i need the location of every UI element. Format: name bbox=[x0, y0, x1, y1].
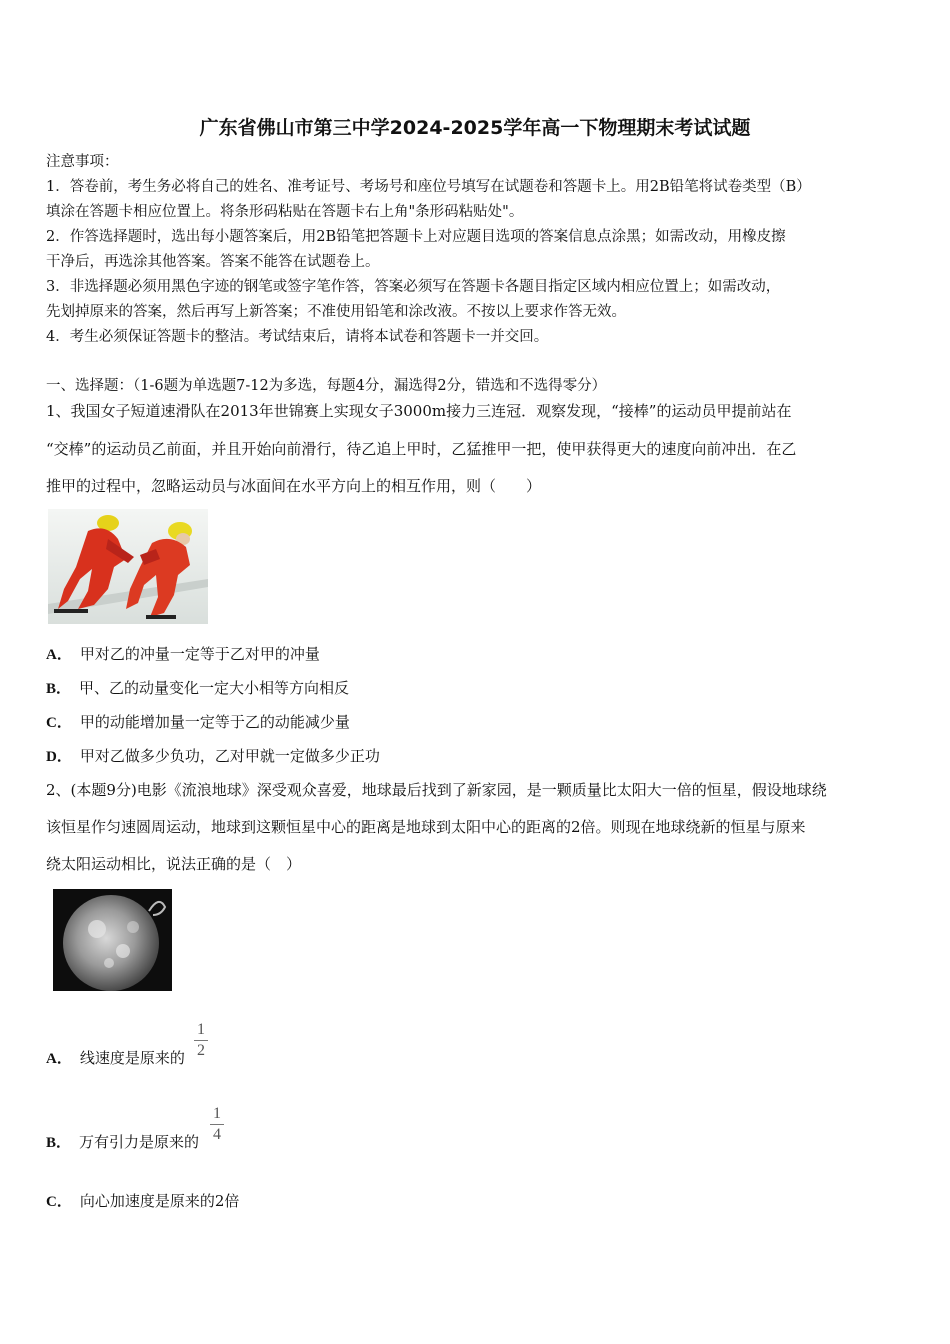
q2-option-a bbox=[46, 1047, 185, 1068]
notice-line: 1．答卷前，考生务必将自己的姓名、准考证号、考场号和座位号填写在试题卷和答题卡上。用2B铅笔将试卷类型（B） bbox=[46, 179, 811, 195]
option-text: 甲对乙做多少负功，乙对甲就一定做多少正功 bbox=[79, 747, 380, 765]
fraction-numerator: 1 bbox=[197, 1021, 205, 1038]
q1-option-a bbox=[46, 643, 320, 664]
option-text: 甲的动能增加量一定等于乙的动能减少量 bbox=[79, 713, 350, 731]
fraction-bar bbox=[210, 1124, 224, 1125]
notice-line: 4．考生必须保证答题卡的整洁。考试结束后，请将本试卷和答题卡一并交回。 bbox=[46, 329, 549, 345]
notice-line: 干净后，再选涂其他答案。答案不能答在试题卷上。 bbox=[46, 254, 380, 270]
option-letter: B． bbox=[46, 1135, 72, 1151]
notice-line: 3．非选择题必须用黑色字迹的钢笔或签字笔作答，答案必须写在答题卡各题目指定区域内相应位置上；如需改动， bbox=[46, 279, 781, 295]
option-letter: D． bbox=[46, 749, 72, 765]
option-text: 线速度是原来的 bbox=[79, 1049, 185, 1067]
option-letter: C． bbox=[46, 715, 72, 731]
notice-line: 2．作答选择题时，选出每小题答案后，用2B铅笔把答题卡上对应题目选项的答案信息点涂黑；如需改动，用橡皮擦 bbox=[46, 229, 786, 245]
notice-line: 先划掉原来的答案，然后再写上新答案；不准使用铅笔和涂改液。不按以上要求作答无效。 bbox=[46, 304, 626, 320]
section-heading: 一、选择题：（1-6题为单选题7-12为多选，每题4分，漏选得2分，错选和不选得零分） bbox=[46, 378, 607, 394]
fraction-denominator: 4 bbox=[213, 1126, 221, 1143]
sun-image bbox=[53, 889, 172, 991]
q1-option-d bbox=[46, 745, 380, 766]
q1-stem-line: “交棒”的运动员乙前面，并且开始向前滑行，待乙追上甲时，乙猛推甲一把，使甲获得更大的速度向前冲出．在乙 bbox=[46, 440, 797, 458]
q2-stem-line: 该恒星作匀速圆周运动，地球到这颗恒星中心的距离是地球到太阳中心的距离的2倍。则现在地球绕新的恒星与原来 bbox=[46, 818, 806, 836]
fraction-numerator: 1 bbox=[213, 1105, 221, 1122]
fraction-one-half bbox=[194, 1021, 208, 1060]
q2-stem-line: 绕太阳运动相比，说法正确的是（ ） bbox=[46, 855, 302, 873]
q1-option-b bbox=[46, 677, 349, 698]
option-text: 甲对乙的冲量一定等于乙对甲的冲量 bbox=[79, 645, 320, 663]
skaters-image bbox=[48, 509, 208, 624]
fraction-denominator: 2 bbox=[197, 1042, 205, 1059]
q1-stem-line: 1、我国女子短道速滑队在2013年世锦赛上实现女子3000m接力三连冠．观察发现，“接棒”的运动员甲提前站在 bbox=[46, 402, 792, 420]
fraction-one-quarter bbox=[210, 1105, 224, 1144]
q1-option-c bbox=[46, 711, 350, 732]
q2-option-b bbox=[46, 1131, 199, 1152]
option-letter: C． bbox=[46, 1194, 72, 1210]
q2-stem-line: 2、(本题9分)电影《流浪地球》深受观众喜爱，地球最后找到了新家园，是一颗质量比太阳大一倍的恒星，假设地球绕 bbox=[46, 781, 827, 799]
q1-stem-line: 推甲的过程中，忽略运动员与冰面间在水平方向上的相互作用，则（ ） bbox=[46, 477, 542, 495]
notice-line: 填涂在答题卡相应位置上。将条形码粘贴在答题卡右上角"条形码粘贴处"。 bbox=[46, 204, 524, 220]
q2-option-c bbox=[46, 1190, 239, 1211]
option-text: 向心加速度是原来的2倍 bbox=[79, 1192, 240, 1210]
page-title: 广东省佛山市第三中学2024-2025学年高一下物理期末考试试题 bbox=[199, 117, 751, 139]
fraction-bar bbox=[194, 1040, 208, 1041]
option-letter: A． bbox=[46, 647, 72, 663]
option-letter: B． bbox=[46, 681, 72, 697]
option-text: 甲、乙的动量变化一定大小相等方向相反 bbox=[79, 679, 350, 697]
option-letter: A． bbox=[46, 1051, 72, 1067]
option-text: 万有引力是原来的 bbox=[79, 1133, 200, 1151]
notice-heading: 注意事项： bbox=[46, 154, 119, 170]
